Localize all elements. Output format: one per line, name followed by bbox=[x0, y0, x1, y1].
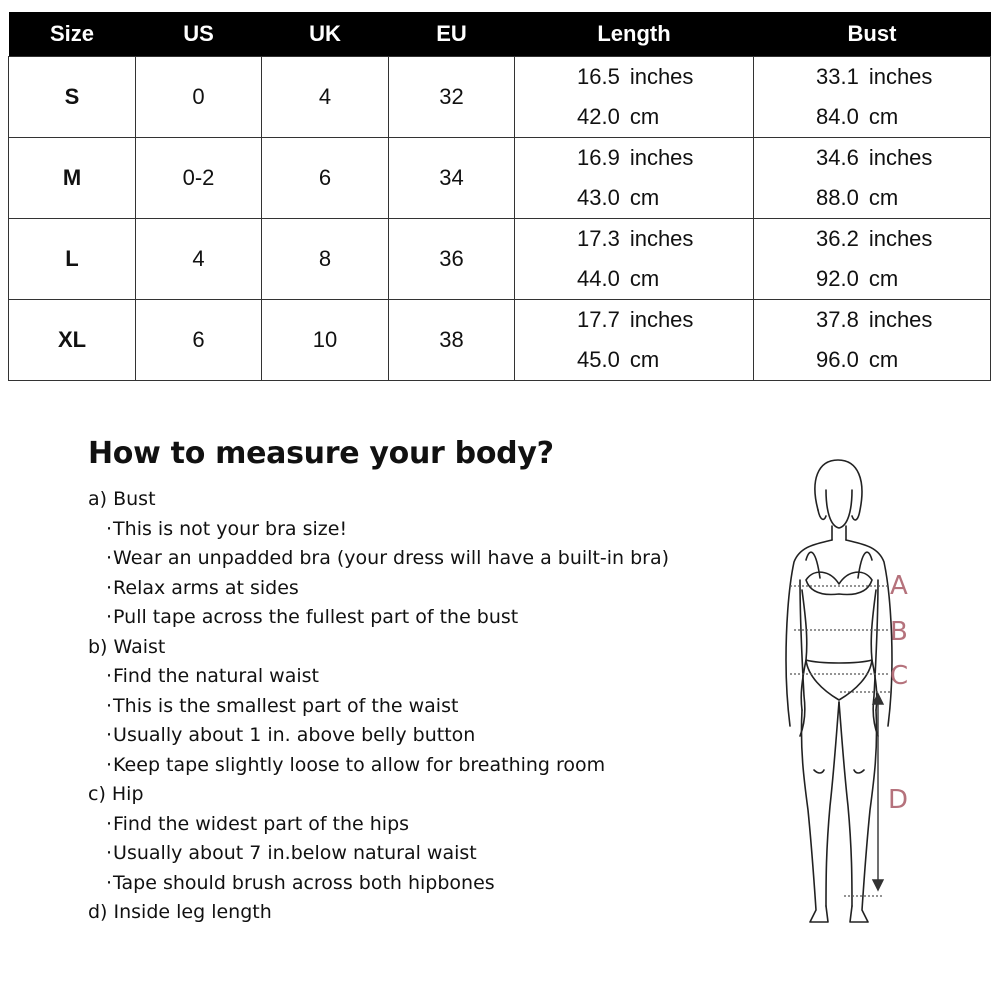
bust-cm-value: 88.0 bbox=[816, 185, 859, 210]
bust-cm-value: 92.0 bbox=[816, 266, 859, 291]
uk-cell: 8 bbox=[262, 219, 389, 300]
table-header-row bbox=[9, 12, 991, 57]
unit-inches: inches bbox=[868, 145, 933, 170]
list-item bbox=[88, 544, 728, 574]
header-eu: EU bbox=[389, 12, 515, 57]
section-bust-title: a) Bust bbox=[88, 488, 156, 510]
item-text: Wear an unpadded bra (your dress will have a built-in bra) bbox=[113, 547, 670, 569]
size-chart-table bbox=[8, 12, 991, 381]
bullet: · bbox=[106, 606, 113, 628]
list-item bbox=[88, 721, 728, 751]
item-text: Pull tape across the fullest part of the bust bbox=[113, 606, 519, 628]
list-item bbox=[88, 869, 728, 899]
eu-cell: 32 bbox=[389, 57, 515, 138]
bust-cm-value: 84.0 bbox=[816, 104, 859, 129]
bullet: · bbox=[106, 812, 113, 835]
bullet: · bbox=[106, 576, 113, 599]
uk-cell: 6 bbox=[262, 138, 389, 219]
list-item bbox=[88, 692, 728, 722]
unit-inches: inches bbox=[629, 64, 694, 89]
length-cm-value: 45.0 bbox=[577, 347, 620, 372]
unit-cm: cm bbox=[629, 347, 660, 372]
table-row bbox=[9, 138, 991, 219]
unit-inches: inches bbox=[629, 307, 694, 332]
uk-cell: 10 bbox=[262, 300, 389, 381]
bust-inches-value: 34.6 bbox=[816, 145, 859, 170]
item-text: This is not your bra size! bbox=[113, 517, 348, 540]
item-text: Find the widest part of the hips bbox=[113, 812, 410, 835]
letter-a-label: A bbox=[890, 571, 908, 601]
letter-c-label: C bbox=[890, 661, 909, 691]
list-item bbox=[88, 751, 728, 781]
body-measurement-figure bbox=[760, 450, 940, 940]
bullet: · bbox=[106, 665, 113, 687]
bust-cell bbox=[754, 138, 991, 219]
table-row bbox=[9, 219, 991, 300]
section-waist-title: b) Waist bbox=[88, 635, 166, 658]
unit-inches: inches bbox=[868, 226, 933, 251]
unit-cm: cm bbox=[868, 104, 899, 129]
list-item bbox=[88, 574, 728, 604]
list-item bbox=[88, 515, 728, 545]
bust-inches-value: 37.8 bbox=[816, 307, 859, 332]
section-hip-title: c) Hip bbox=[88, 783, 144, 805]
item-text: This is the smallest part of the waist bbox=[113, 694, 459, 717]
bust-cell bbox=[754, 57, 991, 138]
bullet: · bbox=[106, 871, 113, 894]
length-inches-value: 16.5 bbox=[577, 64, 620, 89]
length-cell bbox=[515, 57, 754, 138]
header-us: US bbox=[136, 12, 262, 57]
unit-cm: cm bbox=[629, 104, 660, 129]
unit-inches: inches bbox=[629, 226, 694, 251]
bullet: · bbox=[106, 724, 113, 746]
section-inside-leg-title: d) Inside leg length bbox=[88, 901, 272, 923]
letter-d-label: D bbox=[888, 785, 909, 815]
size-cell: M bbox=[9, 138, 136, 219]
item-text: Tape should brush across both hipbones bbox=[113, 871, 495, 894]
bullet: · bbox=[106, 547, 113, 569]
us-cell: 4 bbox=[136, 219, 262, 300]
table-row bbox=[9, 300, 991, 381]
bullet: · bbox=[106, 694, 113, 717]
item-text: Usually about 1 in. above belly button bbox=[113, 724, 476, 746]
us-cell: 6 bbox=[136, 300, 262, 381]
unit-cm: cm bbox=[868, 185, 899, 210]
length-inches-value: 17.3 bbox=[577, 226, 620, 251]
list-item bbox=[88, 839, 728, 869]
unit-inches: inches bbox=[629, 145, 694, 170]
bust-cell bbox=[754, 300, 991, 381]
unit-cm: cm bbox=[629, 266, 660, 291]
header-size: Size bbox=[9, 12, 136, 57]
body-outline-icon bbox=[760, 450, 940, 940]
unit-inches: inches bbox=[868, 64, 933, 89]
unit-inches: inches bbox=[868, 307, 933, 332]
list-item bbox=[88, 603, 728, 633]
uk-cell: 4 bbox=[262, 57, 389, 138]
bust-cell bbox=[754, 219, 991, 300]
list-item bbox=[88, 810, 728, 840]
length-cell bbox=[515, 300, 754, 381]
bullet: · bbox=[106, 517, 113, 540]
header-bust: Bust bbox=[754, 12, 991, 57]
item-text: Keep tape slightly loose to allow for breathing room bbox=[113, 753, 606, 776]
list-item bbox=[88, 662, 728, 692]
header-length: Length bbox=[515, 12, 754, 57]
us-cell: 0 bbox=[136, 57, 262, 138]
size-cell: XL bbox=[9, 300, 136, 381]
length-cm-value: 42.0 bbox=[577, 104, 620, 129]
length-inches-value: 17.7 bbox=[577, 307, 620, 332]
length-cell bbox=[515, 138, 754, 219]
length-cell bbox=[515, 219, 754, 300]
length-cm-value: 43.0 bbox=[577, 185, 620, 210]
bullet: · bbox=[106, 753, 113, 776]
bust-inches-value: 33.1 bbox=[816, 64, 859, 89]
unit-cm: cm bbox=[868, 347, 899, 372]
eu-cell: 34 bbox=[389, 138, 515, 219]
guide-title: How to measure your body? bbox=[88, 436, 554, 471]
length-cm-value: 44.0 bbox=[577, 266, 620, 291]
bust-cm-value: 96.0 bbox=[816, 347, 859, 372]
measuring-guide bbox=[88, 436, 728, 928]
bullet: · bbox=[106, 842, 113, 864]
item-text: Usually about 7 in.below natural waist bbox=[113, 842, 477, 864]
unit-cm: cm bbox=[629, 185, 660, 210]
length-inches-value: 16.9 bbox=[577, 145, 620, 170]
eu-cell: 36 bbox=[389, 219, 515, 300]
item-text: Find the natural waist bbox=[113, 665, 319, 687]
size-cell: S bbox=[9, 57, 136, 138]
letter-b-label: B bbox=[890, 617, 908, 647]
item-text: Relax arms at sides bbox=[113, 576, 299, 599]
table-row bbox=[9, 57, 991, 138]
size-cell: L bbox=[9, 219, 136, 300]
eu-cell: 38 bbox=[389, 300, 515, 381]
unit-cm: cm bbox=[868, 266, 899, 291]
us-cell: 0-2 bbox=[136, 138, 262, 219]
header-uk: UK bbox=[262, 12, 389, 57]
bust-inches-value: 36.2 bbox=[816, 226, 859, 251]
